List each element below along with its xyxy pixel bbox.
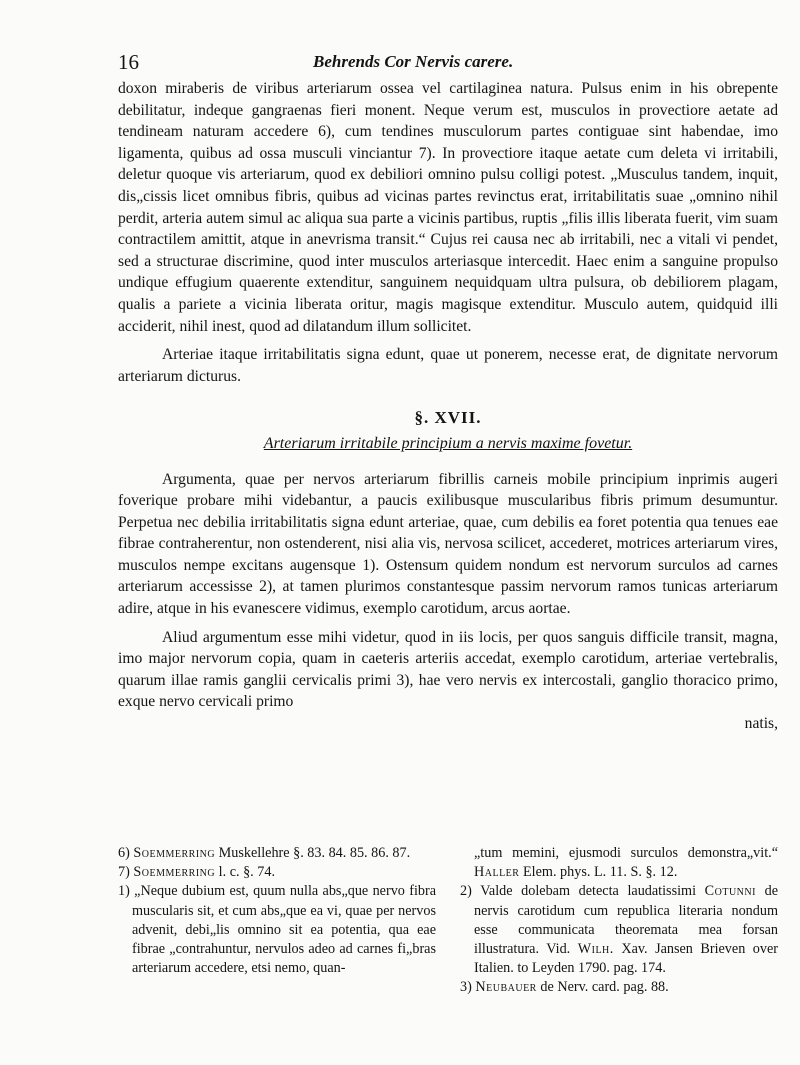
footnote-2-mark: 2) <box>460 883 472 900</box>
page-header <box>118 44 778 78</box>
paragraph-2: Arteriae itaque irritabilitatis signa edunt, quae ut ponerem, necesse erat, de dignitate nervorum arteriarum dicturus. <box>118 346 778 385</box>
footnote-1 <box>118 882 436 978</box>
footnote-6-text: Muskellehre §. 83. 84. 85. 86. 87. <box>215 845 411 861</box>
footnote-6-mark: 6) <box>118 845 130 861</box>
footnote-7-text: l. c. §. 74. <box>215 864 276 881</box>
paragraph-4: Aliud argumentum esse mihi videtur, quod in iis locis, per quos sanguis difficile transit, magna, imo major nervorum copia, quam in caeteris arteriis accedat, exemplo carotidum, arteriae vertebralis, quarum illae ramis ganglii cervicalis primi 3), hae vero nervis ex intercostali, ganglio thoracico primo, exque nervo cervicali primo <box>118 628 778 711</box>
footnote-2-author: Cotunni <box>704 883 756 900</box>
footnote-2-text-a: Valde dolebam detecta laudatissimi <box>480 883 705 900</box>
footnote-7-mark: 7) <box>118 864 130 881</box>
footnote-1-cont-a: „tum memini, ejusmodi surculos demonstra„vit.“ <box>474 845 778 861</box>
footnote-1-author: Haller <box>474 864 520 881</box>
paragraph-4-last-word: natis, <box>744 715 778 733</box>
footnote-3-author: Neubauer <box>475 979 537 996</box>
footnote-7-author: Soemmerring <box>133 864 216 881</box>
footnotes <box>118 844 778 998</box>
footnote-1-text: „Neque dubium est, quum nulla abs„que nervo fibra muscularis sit, et cum abs„que ea vi, quae per nervos advenit, debi„lis omnino sit ea potentia, qua eae fibrae „contrahuntur, nervulos adeo ad carnes fi„bras arteriarum accedere, etsi nemo, quan- <box>132 883 436 977</box>
footnote-2-author2: Wilh. <box>577 941 614 958</box>
page-number: 16 <box>118 50 139 74</box>
footnote-3-mark: 3) <box>460 979 472 996</box>
footnotes-right-column <box>460 844 778 998</box>
footnote-3-text: de Nerv. card. pag. 88. <box>536 979 669 996</box>
footnote-3 <box>460 978 778 997</box>
paragraph-1: doxon miraberis de viribus arteriarum ossea vel cartilaginea natura. Pulsus enim in his obrepente debilitatur, indeque gangraenas fieri monent. Neque verum est, musculos in provectiore aetate ad tendineam naturam accedere 6), cum tendines musculorum partes contiguae sint habendae, imo ligamenta, quibus ad ossa musculi vinciantur 7). In provectiore itaque aetate cum deleta vi irritabili, deletur quoque vis arteriarum, quod ex debiliori omnino pulsu colligi potest. „Musculus tandem, inquit, dis„cissis licet omnibus fibris, quibus ad vicinas partes revinctus erat, irritabilitatis suae „omnino nihil perdit, arteria autem simul ac aliqua sua parte a vicinis partibus, ruptis „filis illis liberata fuerit, vim suam contractilem amittit, atque in anevrisma transit.“ Cujus rei causa nec ab irritabili, nec a vitali vi pendet, sed a structurae discrimine, quod inter musculos arteriasque intercedit. Haec enim a sanguine propulso undique effugium quaerente extenditur, sanguinem nequidquam ultra pulsura, ob debiliorem plagam, qualis a pariete a vicinia liberata oritur, magis magisque extenditur. Musculo autem, quidquid illi acciderit, nihil inest, quod ad dilatandum illum sollicitet. <box>118 80 778 335</box>
section-title <box>118 433 778 455</box>
footnote-2-text-c: Xav. Jansen Brieven over Italien. to Leyden 1790. pag. 174. <box>474 941 778 977</box>
footnote-6 <box>118 844 436 863</box>
footnote-2-text-b: de nervis carotidum cum republica literaria nondum esse communicata theoremata mea forsan illustratura. Vid. <box>474 883 778 958</box>
footnote-1-continued <box>460 844 778 882</box>
running-head: Behrends Cor Nervis carere. <box>313 52 514 71</box>
section-number: §. XVII. <box>414 408 482 428</box>
footnote-7 <box>118 863 436 882</box>
paragraph-3: Argumenta, quae per nervos arteriarum fibrillis carneis mobile principium inprimis augeri foverique probare mihi videbantur, a paucis exilibusque muscularibus fibris primum desumuntur. Perpetua nec debilia irritabilitatis signa edunt arteriae, quae, cum debilis ea foret potentia qua tenues eae fibrae contraherentur, non ostenderent, nisi alia vis, nervosa scilicet, accederet, motrices arteriarum vires, musculos nempe excitans augensque 1). Ostensum quidem nondum est nervorum surculos ad carnes arteriarum accessisse 2), at tamen plurimos constantesque passim nervorum ramos tunicas arteriarum adire, atque in his evanescere vidimus, exemplo carotidum, arcus aortae. <box>118 470 778 618</box>
section-title-text: Arteriarum irritabile principium a nervis maxime fovetur. <box>263 434 633 452</box>
footnote-2 <box>460 882 778 978</box>
footnote-1-mark: 1) <box>118 883 130 900</box>
footnote-1-cont-b: Elem. phys. L. 11. S. §. 12. <box>519 864 678 881</box>
main-text <box>118 78 778 735</box>
footnotes-left-column <box>118 844 436 998</box>
footnote-6-author: Soemmerring <box>133 845 216 861</box>
